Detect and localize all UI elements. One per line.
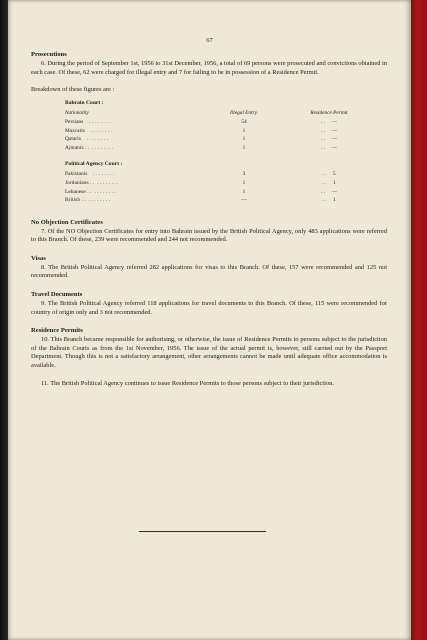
heading-residence-permits: Residence Permits	[31, 327, 83, 335]
residence-permit-cell: . . —	[321, 136, 337, 143]
closing-rule	[139, 531, 266, 532]
table-row	[65, 126, 377, 135]
col-illegal-entry: Illegal Entry.	[230, 110, 258, 117]
illegal-entry-cell: 1	[242, 144, 246, 151]
nationality-cell: Pakistanis . . . . . . . .	[65, 171, 115, 178]
page-content	[31, 51, 387, 399]
residence-permit-cell: . . 5	[322, 171, 336, 178]
bahrain-court-title: Bahrain Court :	[65, 100, 104, 107]
illegal-entry-cell: 1	[242, 180, 246, 187]
section-travel-documents	[31, 291, 387, 317]
table-row	[65, 144, 377, 153]
red-cover-edge	[411, 0, 427, 640]
illegal-entry-cell: 3	[242, 171, 246, 178]
section-no-objection	[31, 219, 387, 245]
section-visas	[31, 255, 387, 281]
nationality-cell: Jordanians . . . . . . . . . .	[65, 180, 119, 187]
illegal-entry-cell: 1	[242, 136, 246, 143]
heading-prosecutions: Prosecutions	[31, 51, 67, 58]
table-gap	[65, 152, 377, 161]
table-row	[65, 179, 377, 188]
breakdown-intro: Breakdown of these figures are :	[31, 86, 115, 94]
illegal-entry-cell: 54	[241, 119, 247, 126]
paragraph-6: 6. During the period of September 1st, 1956 to 31st December, 1956, a total of 69 persons were prosecuted and convictions obtained in each case. Of these, 62 were charged for illegal entry and 7 for failing to be in possession of a Residence Permit.	[31, 60, 387, 76]
residence-permit-cell: . . 1	[322, 197, 336, 204]
book-binding	[0, 0, 8, 640]
page-number: 67	[206, 37, 213, 44]
col-nationality: Nationality	[65, 110, 89, 117]
residence-permit-cell: . . —	[321, 127, 337, 134]
prosecutions-table	[65, 100, 377, 204]
illegal-entry-cell: 1	[242, 127, 246, 134]
paragraph-10: 10. This Branch became responsible for authorising, or otherwise, the issue of Residence Permits to persons subject to the jurisdiction of the Bahrain Courts as from the 1st November, 1956. The issue of the actual permit is, however, still carried out by the Passport Department. Though this is not a satisfactory arrangement, other arrangements cannot be made until adequate office accommodation is available.	[31, 336, 387, 369]
residence-permit-cell: . . —	[321, 188, 337, 195]
paragraph-11: 11. The British Political Agency continues to issue Residence Permits to those persons subject to their jurisdiction.	[41, 380, 334, 388]
nationality-cell: British . . . . . . . . . .	[65, 197, 111, 204]
residence-permit-cell: . . 1	[322, 180, 336, 187]
nationality-cell: Lebanese . . . . . . . . . .	[65, 188, 116, 195]
table-row	[65, 196, 377, 205]
nationality-cell: Qataris . . . . . . . .	[65, 136, 109, 143]
heading-travel-documents: Travel Documents	[31, 290, 83, 298]
paragraph-7: 7. Of the NO Objection Certificates for entry into Bahrain issued by the British Political Agency, only 483 applications were referred to this Branch. Of these, 239 were recommended and 244 not recommended.	[31, 227, 387, 244]
nationality-cell: Persians . . . . . . . .	[65, 119, 111, 126]
document-page	[8, 0, 411, 640]
nationality-cell: Ajmanis . . . . . . . . . .	[65, 144, 114, 151]
residence-permit-cell: . . —	[321, 144, 337, 151]
col-residence-permit: Residence Permit	[310, 110, 348, 117]
paragraph-9: 9. The British Political Agency referred 118 applications for travel documents to this Branch. Of these, 115 were recommended for country of origin only and 3 not recommended.	[31, 299, 387, 316]
residence-permit-cell: . . —	[321, 119, 337, 126]
table-header	[65, 109, 377, 118]
section-prosecutions	[31, 51, 387, 77]
table-row	[65, 170, 377, 179]
paragraph-8: 8. The British Political Agency referred 282 applications for visas to this Branch. Of these, 157 were recommended and 125 not recommended.	[31, 263, 387, 280]
heading-no-objection: No Objection Certificates	[31, 218, 103, 226]
heading-visas: Visas	[31, 254, 46, 262]
table-row	[65, 135, 377, 144]
table-row	[65, 187, 377, 196]
table-row	[65, 118, 377, 127]
nationality-cell: Muscatis . . . . . . . .	[65, 127, 113, 134]
illegal-entry-cell: 1	[242, 188, 246, 195]
illegal-entry-cell: —	[241, 197, 247, 204]
section-residence-permits	[31, 327, 387, 389]
political-agency-court-title: Political Agency Court :	[65, 161, 123, 168]
